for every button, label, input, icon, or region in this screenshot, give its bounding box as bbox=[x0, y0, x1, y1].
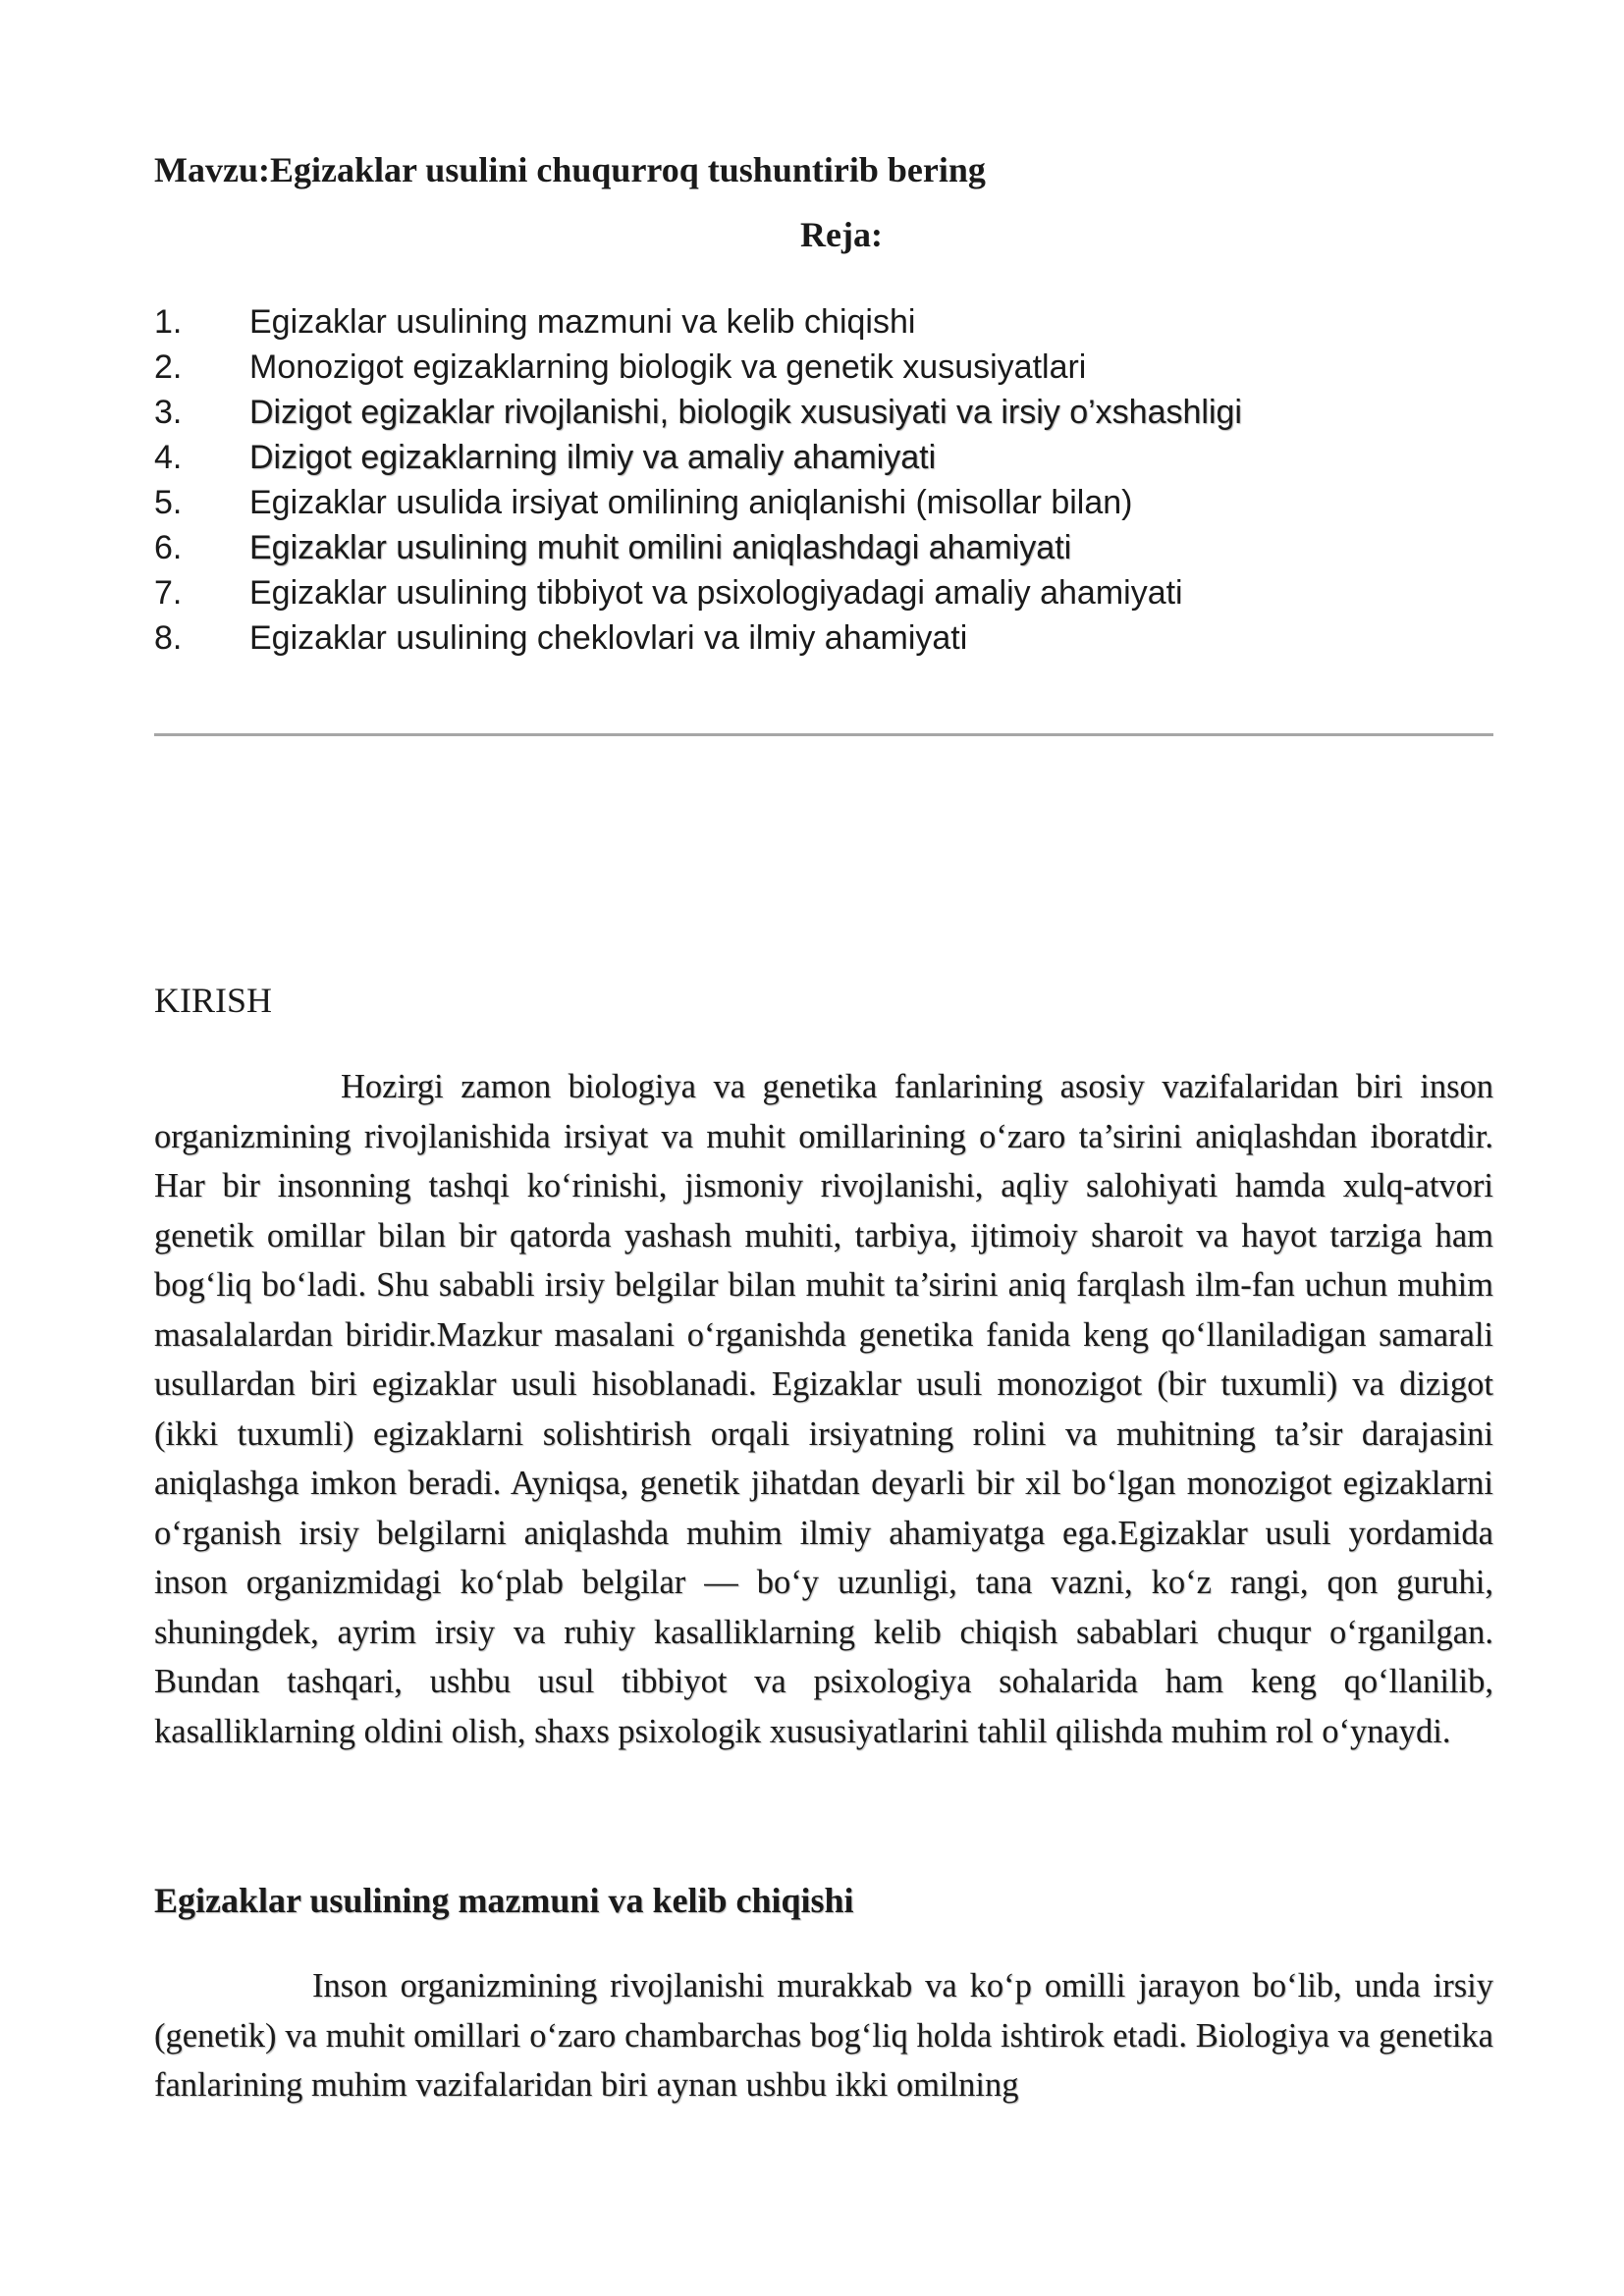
plan-item-number: 2. bbox=[154, 348, 183, 386]
plan-item bbox=[154, 525, 1529, 570]
section-heading: Egizaklar usulining mazmuni va kelib chiqishi bbox=[154, 1881, 854, 1920]
intro-heading: KIRISH bbox=[154, 981, 273, 1020]
plan-item-text: Egizaklar usulining mazmuni va kelib chiqishi bbox=[249, 303, 916, 341]
section-paragraph: Inson organizmining rivojlanishi murakkab va ko‘p omilli jarayon bo‘lib, unda irsiy (genetik) va muhit omillari o‘zaro chambarchas bog‘liq holda ishtirok etadi. Biologiya va genetika fanlarining muhim vazifalaridan biri aynan ushbu ikki omilning bbox=[154, 1967, 1493, 2104]
plan-item-text: Dizigot egizaklarning ilmiy va amaliy ahamiyati bbox=[249, 439, 937, 476]
plan-item-number: 6. bbox=[154, 529, 183, 566]
plan-item-text: Egizaklar usulida irsiyat omilining aniqlanishi (misollar bilan) bbox=[249, 484, 1133, 521]
plan-item-text: Dizigot egizaklar rivojlanishi, biologik xususiyati va irsiy o’xshashligi bbox=[249, 394, 1242, 431]
plan-item bbox=[154, 615, 1529, 661]
plan-item bbox=[154, 570, 1529, 615]
plan-item-number: 4. bbox=[154, 439, 183, 476]
intro-paragraph: Hozirgi zamon biologiya va genetika fanlarining asosiy vazifalaridan biri inson organizmining rivojlanishida irsiyat va muhit omillarining o‘zaro ta’sirini aniqlashdan iboratdir. Har bir insonning tashqi ko‘rinishi, jismoniy rivojlanishi, aqliy salohiyati hamda xulq-atvori genetik omillar bilan bir qatorda yashash muhiti, tarbiya, ijtimoiy sharoit va hayot tarziga ham bog‘liq bo‘ladi. Shu sababli irsiy belgilar bilan muhit ta’sirini aniq farqlash ilm-fan uchun muhim masalalardan biridir.Mazkur masalani o‘rganishda genetika fanida keng qo‘llaniladigan samarali usullardan biri egizaklar usuli hisoblanadi. Egizaklar usuli monozigot (bir tuxumli) va dizigot (ikki tuxumli) egizaklarni solishtirish orqali irsiyatning rolini va muhitning ta’sir darajasini aniqlashga imkon beradi. Ayniqsa, genetik jihatdan deyarli bir xil bo‘lgan monozigot egizaklarni o‘rganish irsiy belgilarni aniqlashda muhim ilmiy ahamiyatga ega.Egizaklar usuli yordamida inson organizmidagi ko‘plab belgilar — bo‘y uzunligi, tana vazni, ko‘z rangi, qon guruhi, shuningdek, ayrim irsiy va ruhiy kasalliklarning kelib chiqish sabablari chuqur o‘rganilgan. Bundan tashqari, ushbu usul tibbiyot va psixologiya sohalarida ham keng qo‘llanilib, kasalliklarning oldini olish, shaxs psixologik xususiyatlarini tahlil qilishda muhim rol o‘ynaydi. bbox=[154, 1068, 1493, 1750]
plan-item-text: Monozigot egizaklarning biologik va genetik xususiyatlari bbox=[249, 348, 1087, 386]
plan-item-text: Egizaklar usulining cheklovlari va ilmiy ahamiyati bbox=[249, 619, 968, 657]
plan-item-text: Egizaklar usulining muhit omilini aniqlashdagi ahamiyati bbox=[249, 529, 1072, 566]
plan-item-number: 3. bbox=[154, 394, 183, 431]
topic-title: Mavzu:Egizaklar usulini chuqurroq tushuntirib bering bbox=[154, 150, 986, 189]
plan-item bbox=[154, 435, 1529, 480]
plan-item bbox=[154, 390, 1529, 435]
plan-item-number: 8. bbox=[154, 619, 183, 657]
plan-item bbox=[154, 345, 1529, 390]
plan-item-number: 7. bbox=[154, 574, 183, 612]
plan-item bbox=[154, 480, 1529, 525]
plan-item-text: Egizaklar usulining tibbiyot va psixologiyadagi amaliy ahamiyati bbox=[249, 574, 1183, 612]
plan-item bbox=[154, 299, 1529, 345]
plan-item-number: 1. bbox=[154, 303, 183, 341]
plan-item-number: 5. bbox=[154, 484, 183, 521]
plan-title: Reja: bbox=[800, 215, 883, 254]
plan-list bbox=[154, 299, 1529, 661]
horizontal-divider bbox=[154, 733, 1493, 736]
